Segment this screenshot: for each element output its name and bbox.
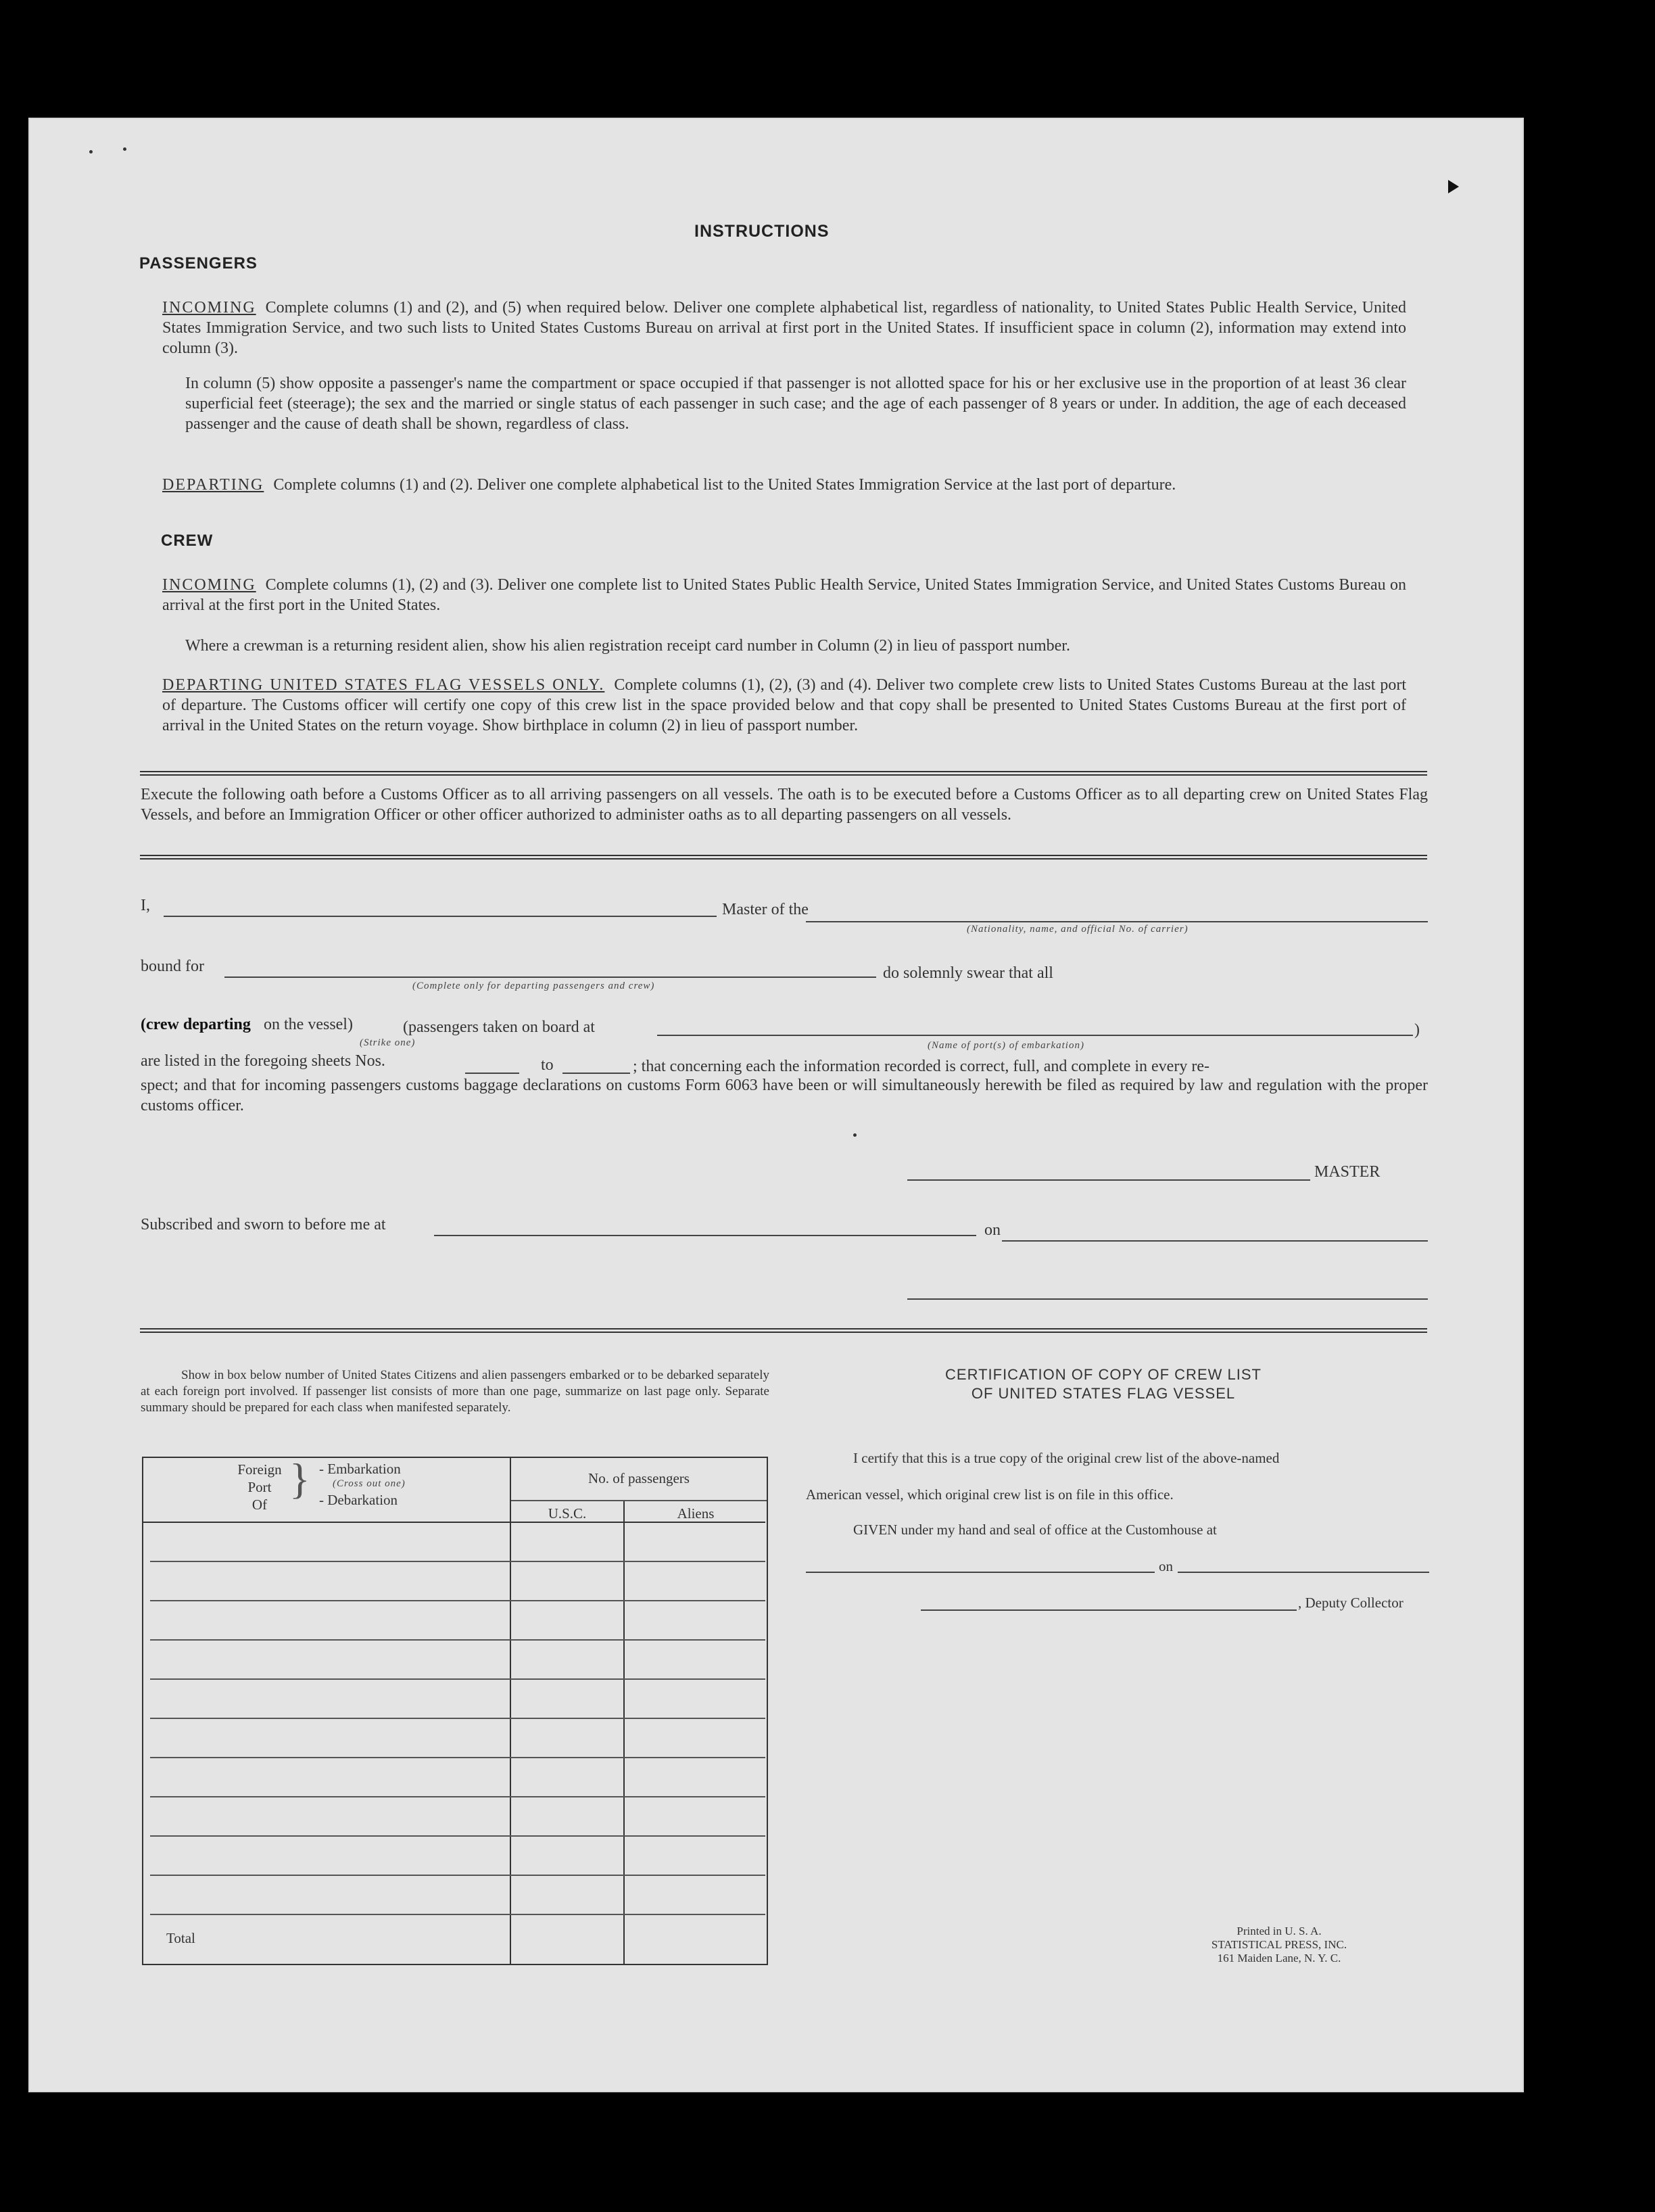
no-passengers-header: No. of passengers bbox=[588, 1470, 690, 1486]
subscribed-label: Subscribed and sworn to before me at bbox=[141, 1216, 386, 1233]
table-subheader-line bbox=[511, 1500, 767, 1501]
customhouse-field[interactable] bbox=[806, 1572, 1155, 1573]
listed-text: spect; and that for incoming passengers customs baggage declarations on customs Form 6063 have been or will simultaneously herewith be filed as required by law and regulation with the proper customs officer. bbox=[141, 1077, 1428, 1114]
table-row-line bbox=[150, 1561, 765, 1562]
passengers-incoming-paragraph bbox=[162, 298, 1406, 358]
port-hint: (Name of port(s) of embarkation) bbox=[928, 1040, 1084, 1051]
crew-incoming-paragraph bbox=[162, 575, 1406, 615]
summary-instructions: Show in box below number of United States Citizens and alien passengers embarked or to be debarked separately at each foreign port involved. If passenger list consists of more than one page, summarize on last page only. Separate summary should be prepared for each class when manifested separately. bbox=[141, 1368, 769, 1415]
bound-for-hint: (Complete only for departing passengers and crew) bbox=[412, 981, 655, 991]
given-text: GIVEN under my hand and seal of office at the Customhouse at bbox=[853, 1522, 1217, 1538]
table-row-line bbox=[150, 1718, 765, 1719]
oath-i-label: I, bbox=[141, 897, 150, 914]
passengers-incoming-text: Complete columns (1) and (2), and (5) when required below. Deliver one complete alphabetical list, regardless of nationality, to United States Public Health Service, United States Immigration Service, and two such lists to United States Customs Bureau on arrival at first port in the United States. If insufficient space in column (2), information may extend into column (3). bbox=[162, 299, 1406, 357]
speck bbox=[123, 147, 126, 151]
divider-oath bbox=[140, 855, 1427, 860]
cert-on-label: on bbox=[1159, 1558, 1173, 1574]
passengers-heading: PASSENGERS bbox=[139, 254, 258, 273]
certify-line2: American vessel, which original crew list is on file in this office. bbox=[806, 1486, 1174, 1503]
sworn-on-label: on bbox=[984, 1221, 1001, 1239]
master-label: MASTER bbox=[1314, 1163, 1381, 1181]
crew-flag-text: Complete columns (1), (2), (3) and (4). Deliver two complete crew lists to United States Customs Bureau at the last port of departure. The Customs officer will certify one copy of this crew list in the space provided below and that copy shall be presented to United States Customs Bureau at the first port of arrival in the United States on the return voyage. Show birthplace in column (2) in lieu of passport number. bbox=[162, 676, 1406, 734]
certification-title-line1: CERTIFICATION OF COPY OF CREW LIST bbox=[945, 1366, 1262, 1383]
bound-for-field[interactable] bbox=[224, 976, 876, 978]
master-signature-field[interactable] bbox=[907, 1179, 1310, 1181]
crew-resident-paragraph bbox=[185, 636, 1406, 656]
swear-label: do solemnly swear that all bbox=[883, 964, 1053, 982]
table-row-line bbox=[150, 1600, 765, 1601]
table-row-line bbox=[150, 1796, 765, 1797]
binding-mark bbox=[1448, 180, 1459, 193]
foreign-word: Foreign bbox=[237, 1461, 282, 1478]
brace-icon: } bbox=[289, 1455, 310, 1503]
table-divider-usc bbox=[623, 1500, 625, 1964]
crew-incoming-lead: INCOMING bbox=[162, 576, 256, 594]
table-divider-main bbox=[510, 1458, 511, 1964]
deputy-signature-field[interactable] bbox=[921, 1609, 1297, 1611]
form-page bbox=[28, 118, 1524, 2092]
carrier-field[interactable] bbox=[806, 921, 1428, 922]
officer-signature-field[interactable] bbox=[907, 1298, 1428, 1300]
passengers-incoming-lead: INCOMING bbox=[162, 299, 256, 316]
master-of-label: Master of the bbox=[722, 901, 809, 918]
cross-out-hint: (Cross out one) bbox=[333, 1478, 406, 1489]
usc-header: U.S.C. bbox=[548, 1505, 587, 1522]
carrier-hint: (Nationality, name, and official No. of carrier) bbox=[967, 924, 1189, 935]
table-row-line bbox=[150, 1875, 765, 1876]
footer-line1: Printed in U. S. A. bbox=[1237, 1925, 1322, 1937]
crew-resident-text: Where a crewman is a returning resident alien, show his alien registration receipt card number in Column (2) in lieu of passport number. bbox=[185, 637, 1070, 655]
passengers-departing-lead: DEPARTING bbox=[162, 476, 264, 494]
total-label: Total bbox=[166, 1930, 195, 1946]
sworn-place-field[interactable] bbox=[434, 1235, 976, 1236]
printer-footer bbox=[1178, 1925, 1381, 1965]
oath-intro-paragraph bbox=[141, 784, 1428, 825]
page-title: INSTRUCTIONS bbox=[694, 222, 830, 241]
passengers-column5-paragraph bbox=[185, 373, 1406, 434]
sworn-date-field[interactable] bbox=[1002, 1240, 1428, 1242]
certification-title-line2: OF UNITED STATES FLAG VESSEL bbox=[971, 1385, 1236, 1402]
crew-flag-lead: DEPARTING UNITED STATES FLAG VESSELS ONLY. bbox=[162, 676, 605, 694]
crew-heading: CREW bbox=[161, 532, 214, 550]
divider-top bbox=[140, 771, 1427, 776]
strike-hint: (Strike one) bbox=[360, 1037, 416, 1048]
sheet-from-field[interactable] bbox=[465, 1073, 519, 1074]
crew-departing-label: (crew departing bbox=[141, 1016, 251, 1033]
footer-line3: 161 Maiden Lane, N. Y. C. bbox=[1217, 1952, 1341, 1964]
embarkation-port-field[interactable] bbox=[657, 1035, 1413, 1036]
on-vessel-label: on the vessel) bbox=[264, 1016, 353, 1033]
table-row-line bbox=[150, 1757, 765, 1758]
oath-intro-text: Execute the following oath before a Customs Officer as to all arriving passengers on all vessels. The oath is to be executed before a Customs Officer as to all departing crew on United States Flag Vessels, and before an Immigration Officer or other officer authorized to administer oaths as to all departing passengers on all vessels. bbox=[141, 786, 1428, 824]
listed-start-label: are listed in the foregoing sheets Nos. bbox=[141, 1052, 385, 1070]
crew-flag-paragraph bbox=[162, 675, 1406, 736]
table-row-line bbox=[150, 1678, 765, 1680]
close-paren: ) bbox=[1414, 1021, 1420, 1039]
passengers-taken-label: (passengers taken on board at bbox=[403, 1018, 595, 1036]
speck bbox=[89, 150, 93, 154]
table-row-line bbox=[150, 1639, 765, 1641]
passengers-departing-paragraph bbox=[162, 475, 1406, 495]
certify-line1: I certify that this is a true copy of the original crew list of the above-named bbox=[853, 1450, 1280, 1466]
debarkation-label: - Debarkation bbox=[319, 1492, 398, 1508]
table-row-line bbox=[150, 1914, 765, 1915]
port-word: Port bbox=[247, 1479, 272, 1495]
divider-bottom bbox=[140, 1328, 1427, 1333]
passenger-summary-table bbox=[142, 1457, 768, 1965]
speck bbox=[853, 1133, 857, 1137]
listed-paragraph bbox=[141, 1075, 1428, 1116]
deputy-collector-label: , Deputy Collector bbox=[1298, 1595, 1404, 1611]
listed-rest-text: ; that concerning each the information recorded is correct, full, and complete in every re- bbox=[633, 1058, 1209, 1075]
table-header-line bbox=[143, 1522, 765, 1523]
passengers-column5-text: In column (5) show opposite a passenger's name the compartment or space occupied if that passenger is not allotted space for his or her exclusive use in the proportion of at least 36 clear superficial feet (steerage); the sex and the married or single status of each passenger in such case; and the age of each passenger of 8 years or under. In addition, the age of each deceased passenger and the cause of death shall be shown, regardless of class. bbox=[185, 375, 1406, 433]
of-word: Of bbox=[251, 1497, 268, 1513]
bound-for-label: bound for bbox=[141, 958, 204, 975]
crew-incoming-text: Complete columns (1), (2) and (3). Deliver one complete list to United States Public Health Service, United States Immigration Service, and United States Customs Bureau on arrival at the first port in the United States. bbox=[162, 576, 1406, 614]
foreign-port-header bbox=[219, 1461, 300, 1513]
cert-date-field[interactable] bbox=[1178, 1572, 1429, 1573]
embarkation-label: - Embarkation bbox=[319, 1461, 401, 1477]
passengers-departing-text: Complete columns (1) and (2). Deliver one complete alphabetical list to the United States Immigration Service at the last port of departure. bbox=[273, 476, 1176, 494]
footer-line2: STATISTICAL PRESS, INC. bbox=[1211, 1938, 1347, 1951]
sheet-to-field[interactable] bbox=[562, 1073, 630, 1074]
to-label: to bbox=[541, 1056, 554, 1074]
aliens-header: Aliens bbox=[677, 1505, 715, 1522]
master-name-field[interactable] bbox=[164, 916, 717, 917]
table-row-line bbox=[150, 1835, 765, 1837]
